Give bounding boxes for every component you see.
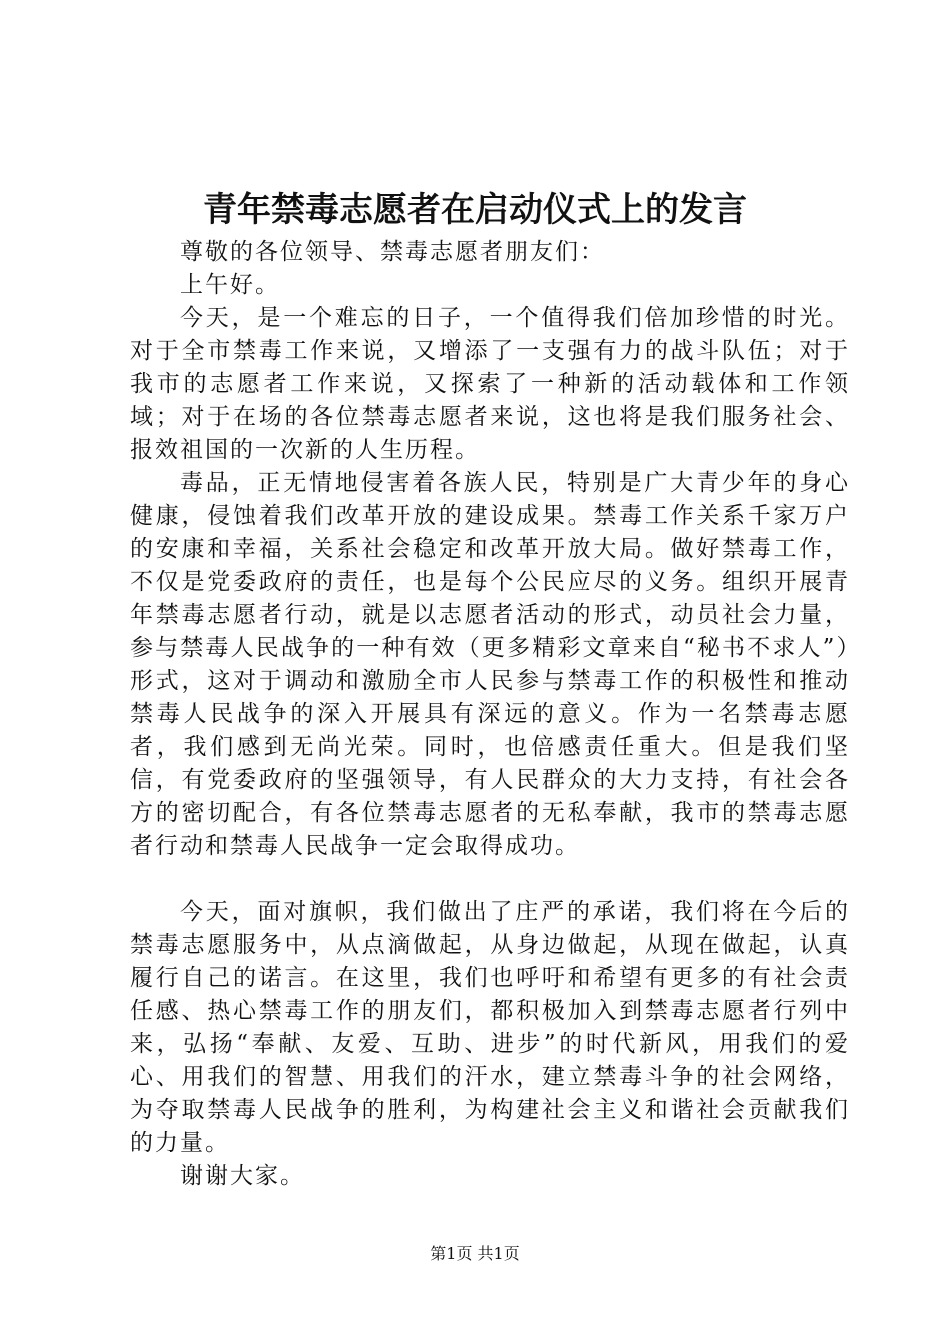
paragraph-commitment: 今天，面对旗帜，我们做出了庄严的承诺，我们将在今后的禁毒志愿服务中，从点滴做起，从身边做起，从现在做起，认真履行自己的诺言。在这里，我们也呼吁和希望有更多的有社会责任感、热心禁毒工作的朋友们，都积极加入到禁毒志愿者行列中来，弘扬“奉献、友爱、互助、进步”的时代新风，用我们的爱心、用我们的智慧、用我们的汗水，建立禁毒斗争的社会网络，为夺取禁毒人民战争的胜利，为构建社会主义和谐社会贡献我们的力量。 bbox=[130, 899, 850, 1156]
paragraph-opening: 今天，是一个难忘的日子，一个值得我们倍加珍惜的时光。对于全市禁毒工作来说，又增添了一支强有力的战斗队伍；对于我市的志愿者工作来说，又探索了一种新的活动载体和工作领域；对于在场的各位禁毒志愿者来说，这也将是我们服务社会、报效祖国的一次新的人生历程。 bbox=[130, 305, 850, 463]
paragraph-spacer bbox=[130, 863, 850, 896]
greeting: 上午好。 bbox=[180, 272, 280, 298]
closing-thanks: 谢谢大家。 bbox=[180, 1163, 305, 1189]
page-number-footer: 第1页 共1页 bbox=[430, 1244, 520, 1263]
document-body bbox=[130, 236, 850, 1193]
document-title: 青年禁毒志愿者在启动仪式上的发言 bbox=[203, 190, 747, 230]
salutation: 尊敬的各位领导、禁毒志愿者朋友们： bbox=[180, 239, 605, 265]
paragraph-drugs: 毒品，正无情地侵害着各族人民，特别是广大青少年的身心健康，侵蚀着我们改革开放的建设成果。禁毒工作关系千家万户的安康和幸福，关系社会稳定和改革开放大局。做好禁毒工作，不仅是党委政府的责任，也是每个公民应尽的义务。组织开展青年禁毒志愿者行动，就是以志愿者活动的形式，动员社会力量，参与禁毒人民战争的一种有效（更多精彩文章来自“秘书不求人”）形式，这对于调动和激励全市人民参与禁毒工作的积极性和推动禁毒人民战争的深入开展具有深远的意义。作为一名禁毒志愿者，我们感到无尚光荣。同时，也倍感责任重大。但是我们坚信，有党委政府的坚强领导，有人民群众的大力支持，有社会各方的密切配合，有各位禁毒志愿者的无私奉献，我市的禁毒志愿者行动和禁毒人民战争一定会取得成功。 bbox=[130, 470, 850, 859]
